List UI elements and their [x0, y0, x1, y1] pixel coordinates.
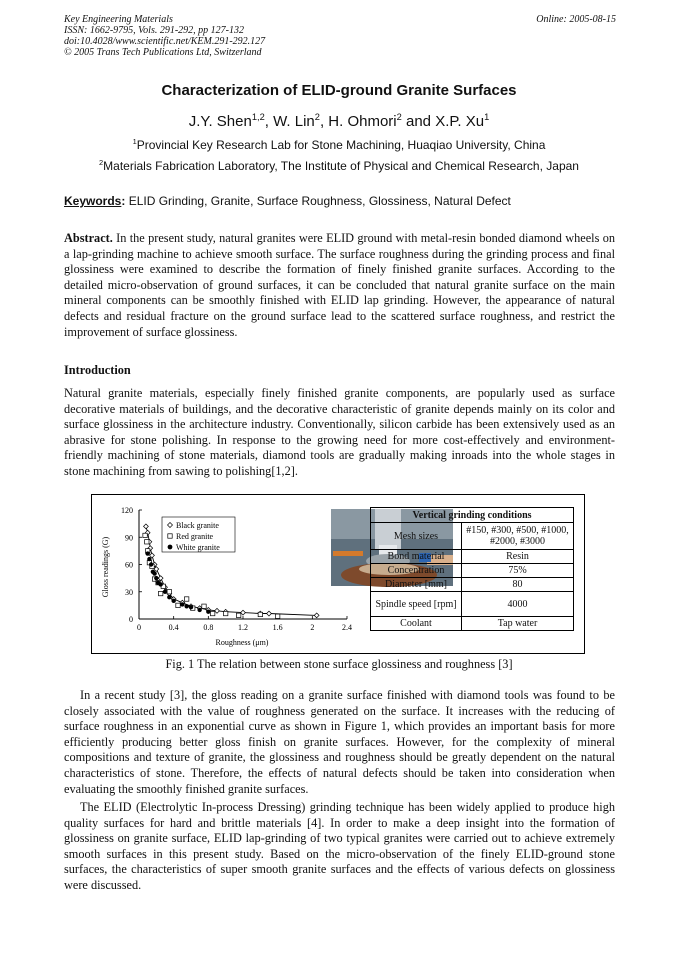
point-white-granite — [206, 610, 210, 614]
legend-label-black-granite: Black granite — [176, 521, 219, 530]
issn: ISSN: 1662-9795, Vols. 291-292, pp 127-132 — [64, 25, 244, 36]
point-white-granite — [154, 576, 158, 580]
affiliation-text: Provincial Key Research Lab for Stone Machining, Huaqiao University, China — [136, 138, 546, 152]
point-white-granite — [184, 604, 188, 608]
figure-caption: Fig. 1 The relation between stone surface glossiness and roughness [3] — [165, 657, 513, 671]
y-tick-label: 90 — [125, 533, 133, 543]
x-axis-label: Roughness (μm) — [215, 638, 269, 647]
author-name: H. Ohmori — [328, 113, 397, 130]
table-row — [371, 508, 574, 523]
keywords: Keywords: ELID Grinding, Granite, Surface Roughness, Glossiness, Natural Defect — [64, 194, 511, 208]
point-red-granite — [176, 603, 180, 607]
affiliation-mark: 1 — [132, 137, 137, 146]
affiliation-text: Materials Fabrication Laboratory, The Institute of Physical and Chemical Research, Japan — [103, 159, 579, 173]
point-black-granite — [144, 524, 149, 529]
table-cell-value: 4000 — [462, 592, 574, 617]
point-white-granite — [147, 557, 151, 561]
y-tick-label: 60 — [125, 560, 133, 570]
abstract-text: In the present study, natural granites were ELID ground with metal-resin bonded diamond wheels on a lap-grinding machine to achieve smooth surface. The surface roughness during the grinding process and final glossiness were examined to describe the formation of finely finished granite surfaces. According to the detailed micro-observation of ground surfaces, it can be concluded that natural granite surface on the main mineral components can be smoothly finished with ELID lap grinding. However, the appearance of natural defects and residual fracture on the ground surface lead to the scattered surface roughness, and restrict the improvement of surface glossiness. — [64, 231, 615, 339]
chart-legend — [162, 517, 235, 552]
x-tick-label: 0.4 — [168, 623, 179, 632]
table-cell-label: Bond material — [371, 550, 462, 564]
y-tick-label: 120 — [121, 506, 133, 515]
figure-1 — [91, 494, 585, 654]
point-white-granite — [158, 582, 162, 586]
author-affiliation-mark: 1,2 — [251, 112, 265, 122]
author-name: J.Y. Shen — [188, 113, 252, 130]
point-white-granite — [163, 590, 167, 594]
author-affiliation-mark: 1 — [484, 112, 490, 122]
point-red-granite — [210, 611, 214, 615]
author-name: X.P. Xu — [435, 113, 485, 130]
table-cell-label: Spindle speed [rpm] — [371, 592, 462, 617]
point-white-granite — [189, 605, 193, 609]
point-red-granite — [236, 613, 240, 617]
online-date: Online: 2005-08-15 — [536, 14, 616, 25]
point-black-granite — [158, 576, 163, 581]
author-name: W. Lin — [273, 113, 315, 130]
point-black-granite — [314, 613, 319, 618]
legend-marker-red-granite — [168, 534, 172, 538]
intro-paragraph-1: Natural granite materials, especially finely finished granite components, are popularly used as surface decorative materials of buildings, and the decorative characteristic of granite depends mainly on its color and surface glossiness in the architecture industry. Conventionally, silicon carbide has been extensively used as an abrasive for stone polishing. In response to the growing need for more cost-effectively and environment-friendly machining of stone materials, diamond tools are gradually making inroads into the whole stages in stone machining from sawing to polishing[1,2]. — [64, 386, 615, 478]
point-red-granite — [184, 597, 188, 601]
table-cell-value: Tap water — [462, 617, 574, 631]
abstract-label: Abstract. — [64, 231, 113, 245]
table-row — [371, 523, 574, 550]
point-red-granite — [167, 590, 171, 594]
x-tick-label: 2.4 — [342, 623, 352, 632]
abstract — [64, 231, 615, 340]
author-list — [0, 113, 678, 130]
x-tick-label: 0 — [137, 623, 141, 632]
x-tick-label: 1.6 — [272, 623, 283, 632]
affiliation-mark: 2 — [99, 158, 104, 167]
x-tick-label: 0.8 — [203, 623, 214, 632]
keywords-text: ELID Grinding, Granite, Surface Roughness, Glossiness, Natural Defect — [128, 194, 511, 208]
table-cell-label: Coolant — [371, 617, 462, 631]
table-cell-value: 75% — [462, 564, 574, 578]
point-red-granite — [275, 614, 279, 618]
running-header — [64, 14, 616, 58]
affiliation-1 — [0, 138, 678, 152]
point-white-granite — [145, 551, 149, 555]
y-tick-label: 0 — [129, 615, 133, 624]
nozzle — [333, 551, 363, 556]
author-affiliation-mark: 2 — [396, 112, 402, 122]
table-row — [371, 592, 574, 617]
point-red-granite — [158, 591, 162, 595]
table-cell-value: #150, #300, #500, #1000, #2000, #3000 — [462, 523, 574, 550]
author-separator: and — [401, 113, 436, 130]
table-cell-label: Concentration — [371, 564, 462, 578]
table-row — [371, 578, 574, 592]
point-white-granite — [171, 599, 175, 603]
doi: doi:10.4028/www.scientific.net/KEM.291-292.127 — [64, 36, 266, 47]
point-red-granite — [145, 540, 149, 544]
copyright: © 2005 Trans Tech Publications Ltd, Switzerland — [64, 47, 262, 58]
point-white-granite — [149, 562, 153, 566]
point-black-granite — [267, 611, 272, 616]
table-row — [371, 550, 574, 564]
point-red-granite — [258, 612, 262, 616]
section-heading-introduction: Introduction — [64, 363, 131, 377]
legend-label-white-granite: White granite — [176, 543, 220, 552]
point-white-granite — [197, 608, 201, 612]
table-cell-label: Diameter [mm] — [371, 578, 462, 592]
point-black-granite — [215, 608, 220, 613]
affiliation-2 — [0, 159, 678, 173]
author-separator: , — [319, 113, 329, 130]
point-white-granite — [167, 595, 171, 599]
paper-title: Characterization of ELID-ground Granite Surfaces — [161, 82, 517, 99]
legend-label-red-granite: Red granite — [176, 532, 214, 541]
table-title: Vertical grinding conditions — [371, 508, 574, 523]
y-tick-label: 30 — [125, 587, 133, 597]
author-affiliation-mark: 2 — [314, 112, 320, 122]
point-red-granite — [202, 604, 206, 608]
journal-name: Key Engineering Materials — [64, 14, 173, 25]
table-row — [371, 617, 574, 631]
intro-paragraph-2: In a recent study [3], the gloss reading on a granite surface finished with diamond tools was found to be closely associated with the value of roughness generated on the surface. It increases with the reducing of surface roughness in an exponential curve as shown in Figure 1, which provides an important basis for more efficiently producing better gloss finish on granite surfaces. However, for the complexity of mineral compositions and texture of granite, the glossiness and roughness should be greatly dependent on the natural characteristics of stone. Therefore, the effects of natural defects should be taken into consideration when evaluating the smoothly finished granite surfaces. — [64, 688, 615, 796]
table-cell-value: Resin — [462, 550, 574, 564]
author-separator: , — [264, 113, 274, 130]
intro-paragraph-3: The ELID (Electrolytic In-process Dressing) grinding technique has been widely applied to produce high quality surfaces for hard and brittle materials [4]. In order to make a deep insight into the formation of glossiness on granite surface, ELID lap-grinding of two typical granites were carried out to achieve extremely smooth surfaces in this present study. Based on the micro-observation of the finely ELID-ground stone surfaces, the characteristics of super smooth granite surfaces and the effects of various defects on glossiness were discussed. — [64, 800, 615, 892]
gloss-roughness-chart — [92, 495, 367, 647]
legend-marker-white-granite — [168, 545, 173, 550]
x-tick-label: 2 — [310, 623, 315, 632]
grinding-conditions-table — [370, 507, 574, 631]
point-white-granite — [180, 602, 184, 606]
y-axis-label: Gloss readings (G) — [101, 536, 110, 598]
x-tick-label: 1.2 — [238, 623, 248, 632]
point-red-granite — [143, 533, 147, 537]
point-red-granite — [223, 611, 227, 615]
keywords-label: Keywords — [64, 194, 122, 208]
table-cell-value: 80 — [462, 578, 574, 592]
point-black-granite — [241, 610, 246, 615]
table-row — [371, 564, 574, 578]
point-white-granite — [152, 571, 156, 575]
table-cell-label: Mesh sizes — [371, 523, 462, 550]
